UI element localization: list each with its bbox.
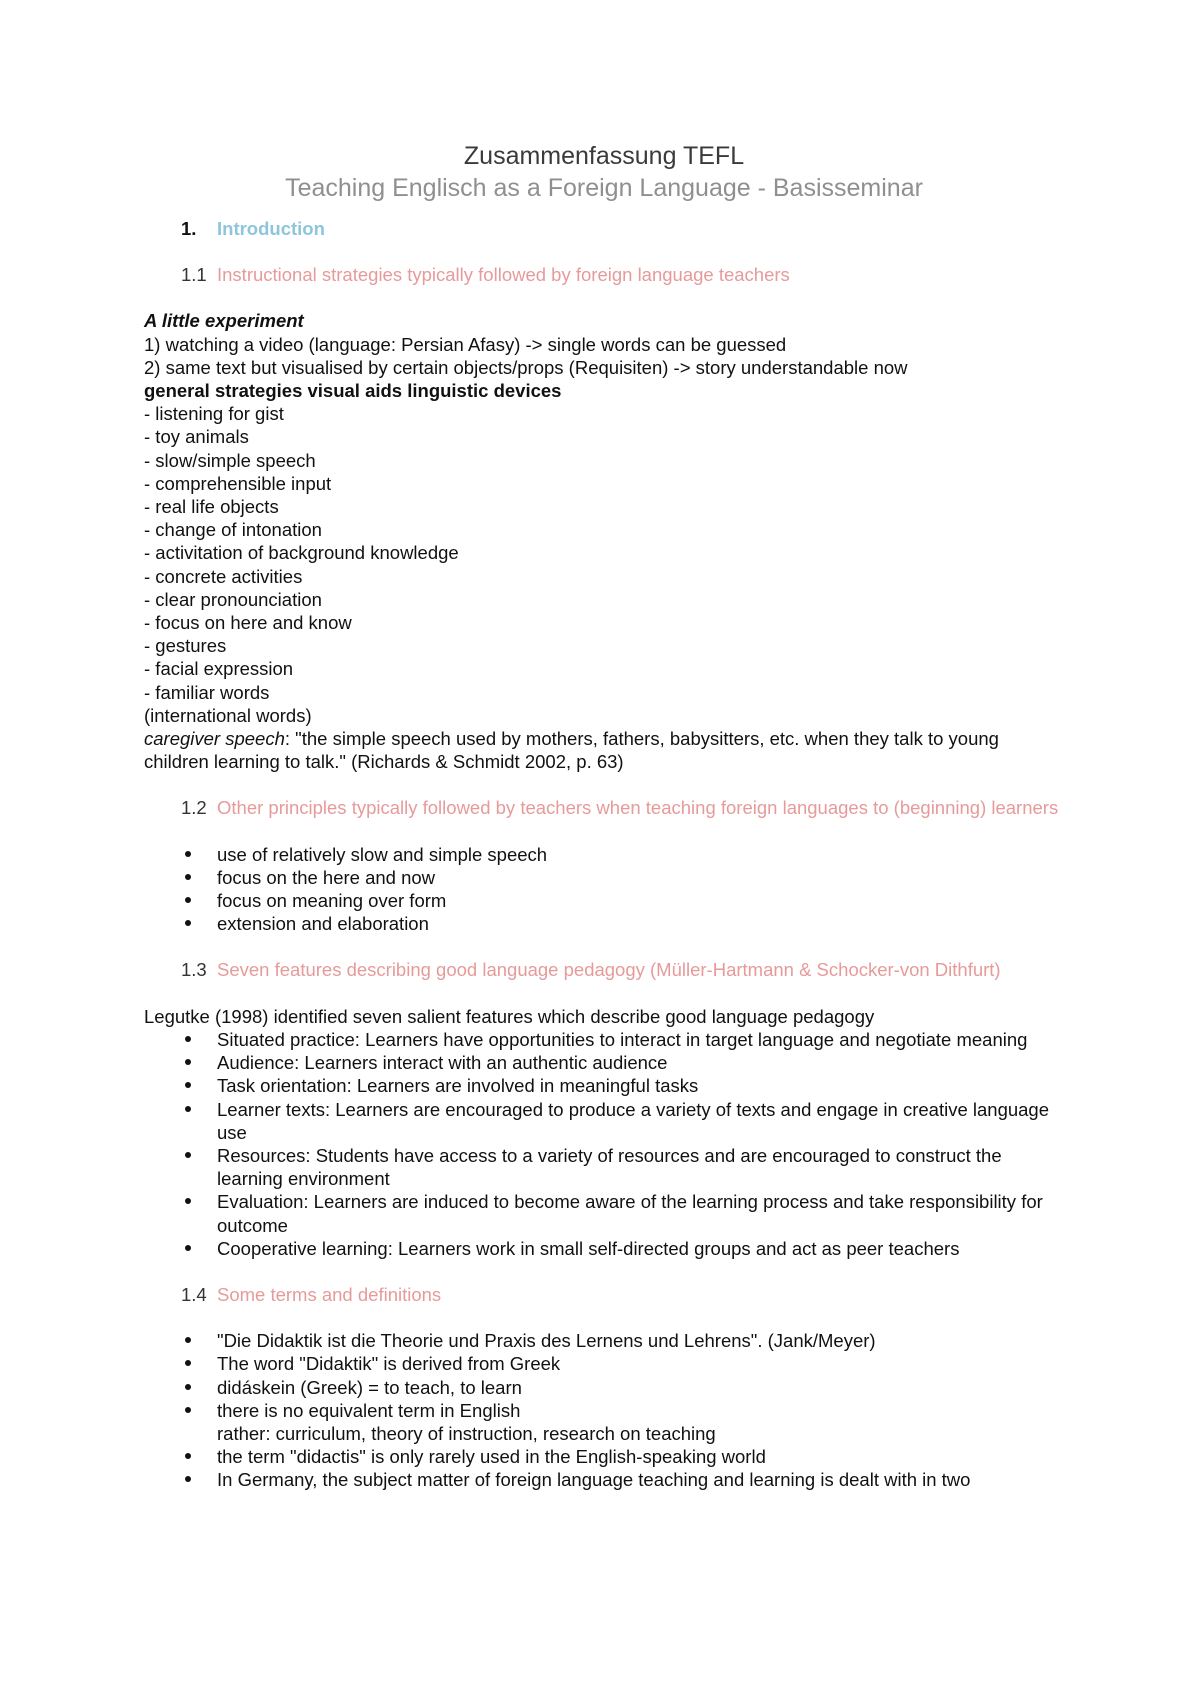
list-item-subline: rather: curriculum, theory of instruction, research on teaching [217, 1422, 716, 1444]
bullet-icon [144, 1376, 217, 1399]
list-item-text: use of relatively slow and simple speech [217, 843, 548, 865]
list-item-text: Task orientation: Learners are involved in meaningful tasks [217, 1075, 699, 1097]
bullet-icon [144, 1028, 217, 1051]
strategy-item: (international words) [144, 704, 312, 726]
list-item [144, 1028, 1064, 1051]
bullet-icon [144, 1051, 217, 1074]
bullet-icon [144, 1445, 217, 1468]
bullet-icon [144, 1190, 217, 1236]
list-item-text: In Germany, the subject matter of foreign language teaching and learning is dealt with in two [217, 1469, 971, 1491]
bullet-icon [144, 866, 217, 889]
list-item-text: "Die Didaktik ist die Theorie und Praxis des Lernens und Lehrens". (Jank/Meyer) [217, 1330, 876, 1352]
experiment-line: 1) watching a video (language: Persian Afasy) -> single words can be guessed [144, 333, 787, 355]
subsection-title: Seven features describing good language pedagogy (Müller-Hartmann & Schocker-von Dithfurt) [217, 959, 1001, 981]
features-list [144, 1028, 1064, 1260]
bullet-icon [144, 843, 217, 866]
bullet-icon [144, 1399, 217, 1445]
section-title: Introduction [217, 218, 325, 239]
strategy-item: - focus on here and know [144, 612, 352, 634]
strategy-item: - familiar words [144, 681, 270, 703]
bullet-icon [144, 1329, 217, 1352]
bullet-icon [144, 1098, 217, 1144]
list-item [144, 1376, 1064, 1399]
list-item-text: The word "Didaktik" is derived from Greek [217, 1353, 561, 1375]
list-item [144, 912, 1064, 935]
strategies-heading: general strategies visual aids linguistic devices [144, 380, 562, 402]
subsection-number: 1.1 [181, 264, 207, 286]
strategy-item: - clear pronounciation [144, 588, 322, 610]
bullet-icon [144, 912, 217, 935]
list-item [144, 866, 1064, 889]
subsection-number: 1.4 [181, 1283, 207, 1305]
subsection-number: 1.2 [181, 797, 207, 819]
list-item-text [217, 1399, 1064, 1445]
strategy-item: - slow/simple speech [144, 449, 316, 471]
strategy-item: - facial expression [144, 658, 294, 680]
list-item-text: the term "didactis" is only rarely used in the English-speaking world [217, 1446, 766, 1468]
list-item [144, 1074, 1064, 1097]
caregiver-term: caregiver speech [144, 728, 285, 750]
list-item [144, 1468, 1064, 1491]
bullet-icon [144, 889, 217, 912]
subsection-heading-1-1 [144, 263, 1064, 286]
strategy-item: - activitation of background knowledge [144, 542, 459, 564]
strategy-item: - change of intonation [144, 519, 322, 541]
list-item [144, 1190, 1064, 1236]
list-item-text: Resources: Students have access to a variety of resources and are encouraged to construct the learning environment [217, 1144, 1002, 1190]
document-subtitle: Teaching Englisch as a Foreign Language - Basisseminar [285, 174, 923, 202]
list-item-text: didáskein (Greek) = to teach, to learn [217, 1376, 522, 1398]
strategy-item: - gestures [144, 635, 227, 657]
bullet-icon [144, 1352, 217, 1375]
list-item [144, 843, 1064, 866]
list-item-text: focus on meaning over form [217, 890, 447, 912]
list-item-text: Audience: Learners interact with an authentic audience [217, 1052, 668, 1074]
strategy-item: - comprehensible input [144, 472, 332, 494]
strategy-item: - real life objects [144, 496, 279, 518]
section-heading-introduction [144, 217, 1064, 240]
document-title: Zusammenfassung TEFL [463, 142, 745, 170]
caregiver-paragraph [144, 727, 1064, 773]
subsection-heading-1-4 [144, 1283, 1064, 1306]
list-item [144, 1329, 1064, 1352]
spacer [144, 1306, 1064, 1329]
list-item [144, 1051, 1064, 1074]
bullet-icon [144, 1468, 217, 1491]
spacer [144, 820, 1064, 843]
list-item [144, 889, 1064, 912]
list-item-main: there is no equivalent term in English [217, 1399, 521, 1421]
subsection-number: 1.3 [181, 959, 207, 981]
spacer [144, 982, 1064, 1005]
principles-list [144, 843, 1064, 936]
spacer [144, 1260, 1064, 1283]
list-item [144, 1144, 1064, 1190]
list-item [144, 1352, 1064, 1375]
bullet-icon [144, 1237, 217, 1260]
strategy-item: - toy animals [144, 426, 249, 448]
caregiver-definition: : "the simple speech used by mothers, fathers, babysitters, etc. when they talk to young children learning to talk." (Richards & Schmidt 2002, p. 63) [144, 728, 999, 773]
spacer [144, 286, 1064, 309]
features-intro: Legutke (1998) identified seven salient features which describe good language pedagogy [144, 1005, 875, 1027]
spacer [144, 240, 1064, 263]
list-item-text: Cooperative learning: Learners work in small self-directed groups and act as peer teachers [217, 1237, 960, 1259]
list-item [144, 1237, 1064, 1260]
list-item [144, 1098, 1064, 1144]
list-item [144, 1399, 1064, 1445]
list-item-text: focus on the here and now [217, 866, 436, 888]
terms-list [144, 1329, 1064, 1491]
bullet-icon [144, 1144, 217, 1190]
list-item [144, 1445, 1064, 1468]
subsection-heading-1-3 [144, 958, 1064, 981]
subsection-title: Other principles typically followed by teachers when teaching foreign languages to (beginning) learners [217, 797, 1059, 819]
document-body [144, 140, 1064, 1492]
subsection-title: Instructional strategies typically followed by foreign language teachers [217, 264, 790, 286]
experiment-line: 2) same text but visualised by certain objects/props (Requisiten) -> story understandable now [144, 356, 908, 378]
strategy-item: - concrete activities [144, 565, 303, 587]
list-item-text: Learner texts: Learners are encouraged to produce a variety of texts and engage in creative language use [217, 1098, 1050, 1143]
spacer [144, 935, 1064, 958]
subsection-title: Some terms and definitions [217, 1283, 442, 1305]
spacer [144, 773, 1064, 796]
subsection-heading-1-2 [144, 796, 1064, 819]
experiment-heading: A little experiment [144, 310, 304, 332]
strategy-item: - listening for gist [144, 403, 284, 425]
section-number: 1. [181, 218, 197, 239]
list-item-text: extension and elaboration [217, 913, 429, 935]
list-item-text: Evaluation: Learners are induced to become aware of the learning process and take responsibility for outcome [217, 1191, 1043, 1236]
bullet-icon [144, 1074, 217, 1097]
list-item-text: Situated practice: Learners have opportunities to interact in target language and negotiate meaning [217, 1028, 1028, 1050]
